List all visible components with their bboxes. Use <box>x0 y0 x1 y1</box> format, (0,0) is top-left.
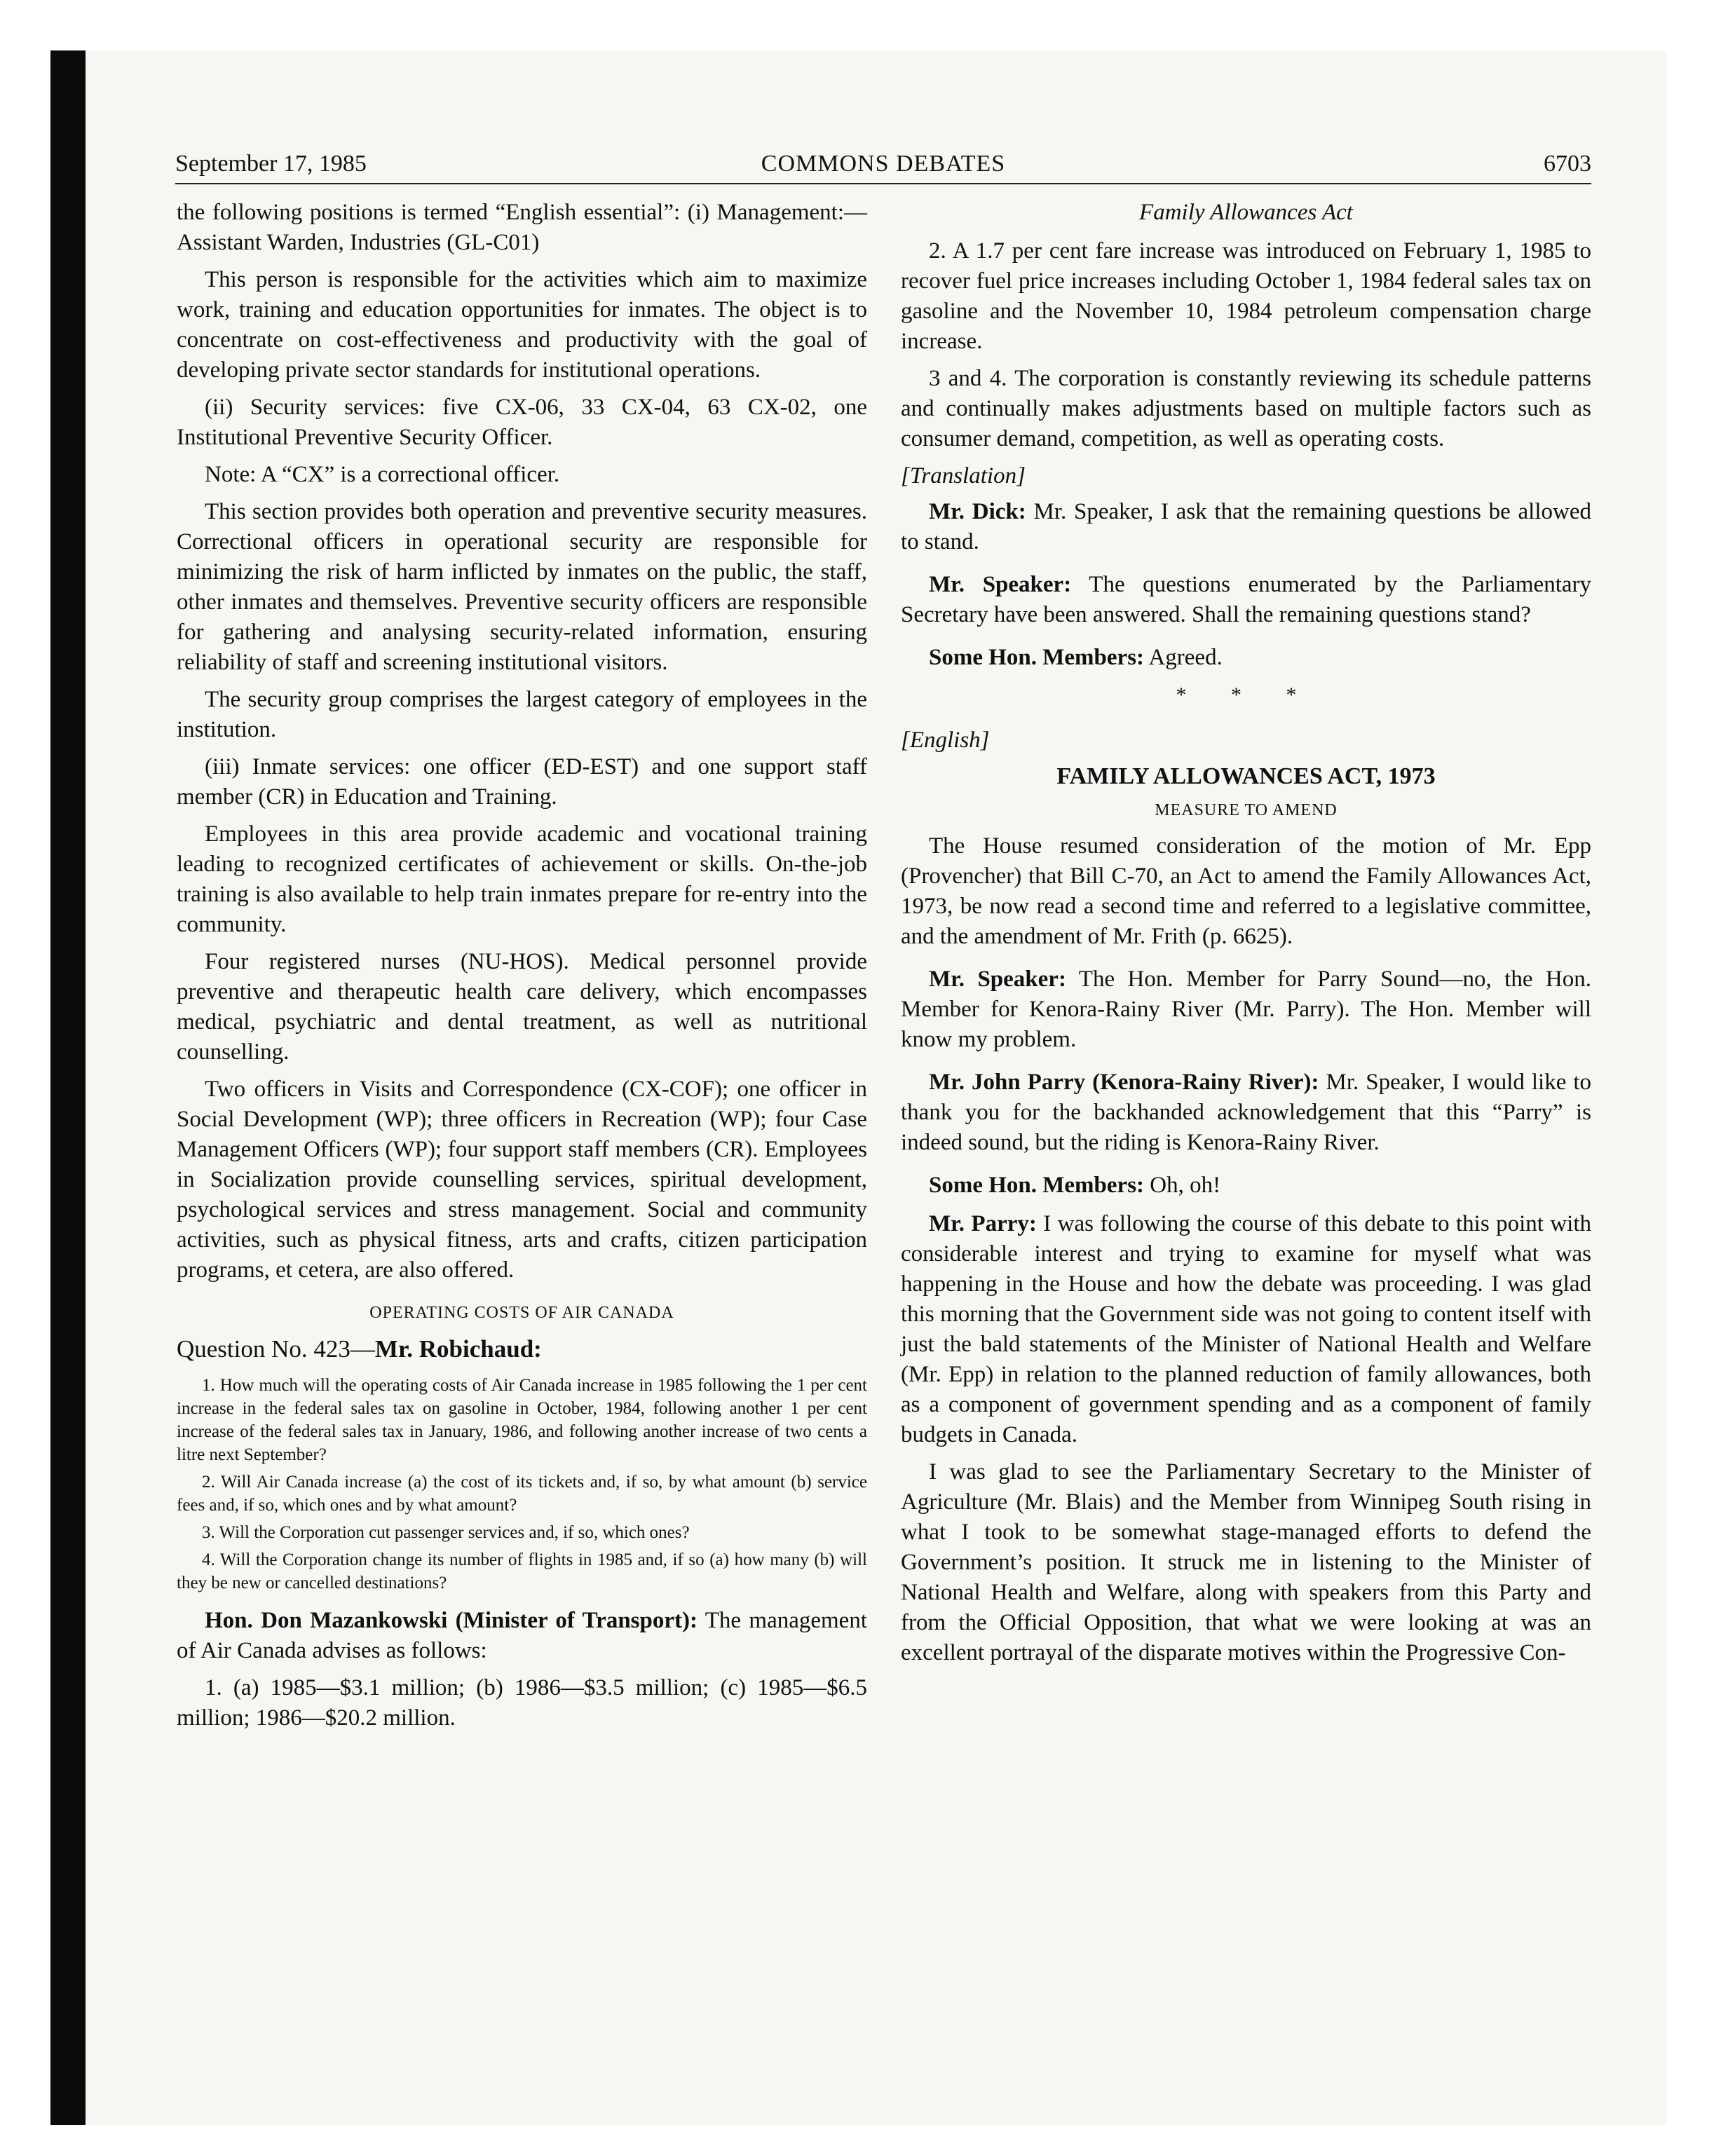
speaker-name: Some Hon. Members: <box>929 645 1145 670</box>
speech <box>901 1171 1591 1201</box>
question-item: 3. Will the Corporation cut passenger services and, if so, which ones? <box>202 1523 690 1542</box>
paragraph: 1. (a) 1985—$3.1 million; (b) 1986—$3.5 million; (c) 1985—$6.5 million; 1986—$20.2 million. <box>177 1675 867 1731</box>
running-head: Family Allowances Act <box>1139 200 1353 225</box>
debate-title: FAMILY ALLOWANCES ACT, 1973 <box>1056 763 1436 789</box>
paragraph: The security group comprises the largest category of employees in the institution. <box>177 687 867 742</box>
header-page-number: 6703 <box>1544 151 1591 177</box>
speech <box>901 643 1591 673</box>
paragraph: I was glad to see the Parliamentary Secretary to the Minister of Agriculture (Mr. Blais) and the Member from Winnipeg South rising in what I took to be somewhat stage-managed efforts to defend the Government’s position. It struck me in listening to the Minister of National Health and Welfare, along with speakers from this Party and from the Official Opposition, that what we were looking at was an excellent portrayal of the disparate motives within the Progressive Con- <box>901 1459 1591 1665</box>
question-member: Mr. Robichaud: <box>374 1335 542 1363</box>
question-heading <box>177 1334 867 1364</box>
paragraph: This section provides both operation and preventive security measures. Correctional officers in operational security are responsible for minimizing the risk of harm inflicted by inmates on the public, the staff, other inmates and themselves. Preventive security officers are responsible for gathering and analysing security-related information, ensuring reliability of staff and screening institutional visitors. <box>177 499 867 675</box>
question-item: 4. Will the Corporation change its number of flights in 1985 and, if so (a) how many (b) will they be new or cancelled destinations? <box>177 1550 867 1592</box>
speech-text: The Hon. Member for Parry Sound—no, the Hon. Member for Kenora-Rainy River (Mr. Parry). The Hon. Member will know my problem. <box>901 967 1591 1052</box>
speech-text: Agreed. <box>1148 645 1223 670</box>
speaker-name: Mr. Parry: <box>929 1211 1037 1236</box>
speaker-name: Hon. Don Mazankowski (Minister of Transport): <box>205 1608 698 1633</box>
paragraph: the following positions is termed “English essential”: (i) Management:—Assistant Warden, Industries (GL-C01) <box>177 200 867 255</box>
page-header <box>175 144 1591 184</box>
language-marker: [English] <box>901 728 990 753</box>
right-column <box>901 198 1591 1675</box>
header-date: September 17, 1985 <box>175 151 367 177</box>
speech-text: The management of Air Canada advises as follows: <box>177 1608 867 1663</box>
paragraph: Employees in this area provide academic and vocational training leading to recognized certificates of achievement or skills. On-the-job training is also available to help train inmates prepare for re-entry into the community. <box>177 821 867 937</box>
speech-text: I was following the course of this debate to this point with considerable interest and trying to examine for myself what was happening in the House and how the debate was proceeding. I was glad this morning that the Government side was not going to content itself with just the bald statements of the Minister of National Health and Welfare (Mr. Epp) in relation to the planned reduction of family allowances, both as a component of government spending and as a component of family budgets in Canada. <box>901 1211 1592 1447</box>
paragraph: This person is responsible for the activities which aim to maximize work, training and education opportunities for inmates. The object is to concentrate on cost-effectiveness and productivity with the goal of developing private sector standards for institutional operations. <box>177 267 867 383</box>
question-item: 1. How much will the operating costs of Air Canada increase in 1985 following the 1 per cent increase in the federal sales tax on gasoline in October, 1984, following another 1 per cent increase of the federal sales tax in January, 1986, and following another increase of two cents a litre next September? <box>177 1376 867 1464</box>
translation-marker: [Translation] <box>901 463 1026 489</box>
answer-paragraph <box>177 1606 867 1666</box>
speech <box>901 1067 1591 1158</box>
speech <box>901 964 1591 1055</box>
paragraph: 3 and 4. The corporation is constantly reviewing its schedule patterns and continually makes adjustments based on multiple factors such as consumer demand, competition, as well as operating costs. <box>901 366 1591 451</box>
paragraph: The House resumed consideration of the motion of Mr. Epp (Provencher) that Bill C-70, an Act to amend the Family Allowances Act, 1973, be now read a second time and referred to a legislative committee, and the amendment of Mr. Frith (p. 6625). <box>901 833 1591 949</box>
speech <box>901 497 1591 557</box>
speech-text: Mr. Speaker, I would like to thank you for the backhanded acknowledgement that this “Parry” is indeed sound, but the riding is Kenora-Rainy River. <box>901 1070 1592 1155</box>
question-number: Question No. 423— <box>177 1335 375 1363</box>
paragraph: (ii) Security services: five CX-06, 33 CX-04, 63 CX-02, one Institutional Preventive Security Officer. <box>177 395 867 450</box>
debate-subtitle: MEASURE TO AMEND <box>1155 801 1338 819</box>
left-column <box>177 198 867 1740</box>
speech-text: Oh, oh! <box>1150 1173 1221 1198</box>
speaker-name: Mr. Speaker: <box>929 967 1066 992</box>
speaker-name: Mr. John Parry (Kenora-Rainy River): <box>929 1070 1319 1095</box>
question-item: 2. Will Air Canada increase (a) the cost of its tickets and, if so, by what amount (b) service fees and, if so, which ones and by what amount? <box>177 1473 867 1515</box>
header-title: COMMONS DEBATES <box>761 151 1006 177</box>
speech-text: The questions enumerated by the Parliamentary Secretary have been answered. Shall the remaining questions stand? <box>901 572 1591 627</box>
paragraph: 2. A 1.7 per cent fare increase was introduced on February 1, 1985 to recover fuel price increases including October 1, 1984 federal sales tax on gasoline and the November 10, 1984 petroleum compensation charge increase. <box>901 238 1591 354</box>
section-separator: * * * <box>1176 683 1316 707</box>
paragraph: Four registered nurses (NU-HOS). Medical personnel provide preventive and therapeutic health care delivery, which encompasses medical, psychiatric and dental treatment, as well as nutritional counselling. <box>177 949 867 1065</box>
speaker-name: Mr. Speaker: <box>929 572 1072 597</box>
section-heading: OPERATING COSTS OF AIR CANADA <box>369 1304 674 1322</box>
paragraph: Two officers in Visits and Correspondence (CX-COF); one officer in Social Development (WP); three officers in Recreation (WP); four Case Management Officers (WP); four support staff members (CR). Employees in Socialization provide counselling services, spiritual development, psychological services and stress management. Social and community activities, such as physical fitness, arts and crafts, citizen participation programs, et cetera, are also offered. <box>177 1077 867 1283</box>
speech <box>901 570 1591 630</box>
speaker-name: Some Hon. Members: <box>929 1173 1145 1198</box>
speaker-name: Mr. Dick: <box>929 499 1026 524</box>
speech-text: Mr. Speaker, I ask that the remaining questions be allowed to stand. <box>901 499 1591 554</box>
paragraph: Note: A “CX” is a correctional officer. <box>205 462 560 487</box>
speech <box>901 1209 1591 1450</box>
paragraph: (iii) Inmate services: one officer (ED-EST) and one support staff member (CR) in Education and Training. <box>177 754 867 810</box>
scan-edge <box>50 50 86 2125</box>
